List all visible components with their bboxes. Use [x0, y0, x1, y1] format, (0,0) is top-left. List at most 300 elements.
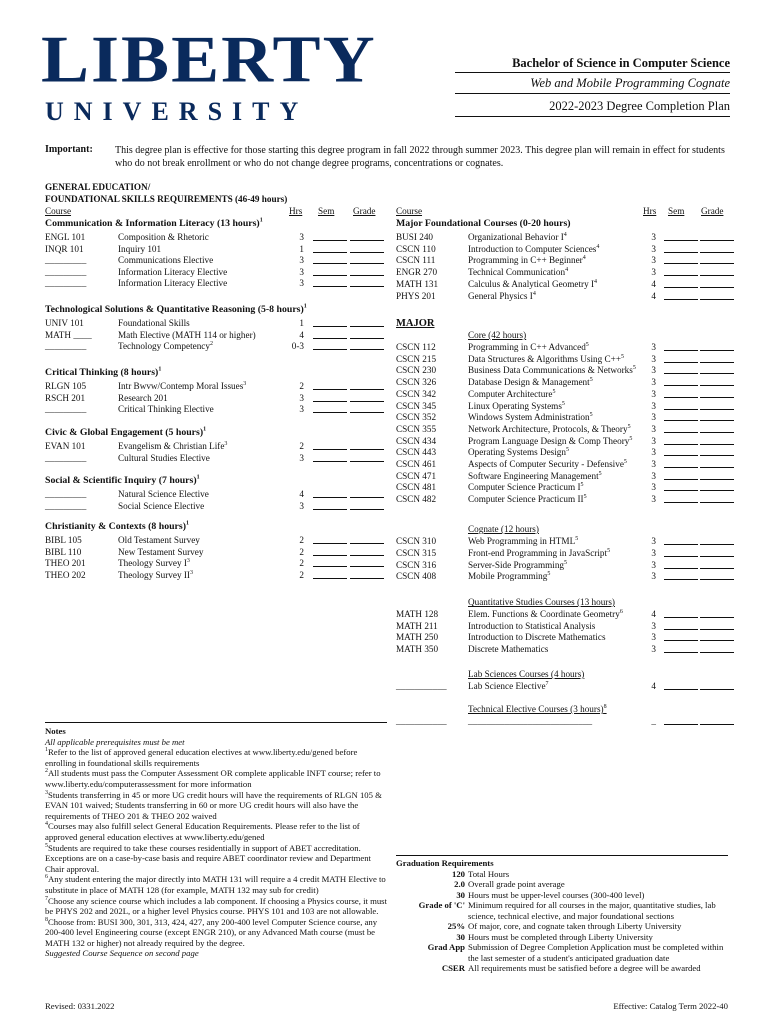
grad-label: 2.0: [454, 879, 465, 889]
grade-input[interactable]: [350, 244, 384, 253]
grade-input[interactable]: [700, 471, 734, 480]
course-hours: _: [651, 716, 656, 726]
sem-input[interactable]: [313, 244, 347, 253]
course-hours: 3: [651, 547, 656, 558]
grade-input[interactable]: [700, 389, 734, 398]
course-code: EVAN 101: [45, 441, 86, 451]
course-name: Discrete Mathematics: [468, 644, 549, 655]
sem-input[interactable]: [313, 278, 347, 287]
course-hours: 0-3: [291, 341, 304, 352]
sem-input[interactable]: [664, 632, 698, 641]
course-name: Front-end Programming in JavaScript$^5$: [468, 547, 611, 558]
course-name: Lab Science Elective$^7$: [468, 680, 549, 691]
sem-input[interactable]: [664, 482, 698, 491]
grade-input[interactable]: [350, 393, 384, 402]
footnote-marker: 8: [603, 703, 607, 710]
sem-input[interactable]: [664, 291, 698, 300]
course-code: CSCN 112: [396, 342, 436, 352]
course-hours: 2: [299, 546, 304, 557]
footnote-marker: 5: [585, 341, 589, 348]
notes: [45, 726, 387, 959]
sem-input[interactable]: [664, 681, 698, 690]
course-hours: 3: [651, 447, 656, 458]
course-hours: 4: [299, 489, 304, 499]
grad-row: [396, 869, 728, 880]
course-code: CSCN 481: [396, 482, 437, 493]
note-line: $^1$Refer to the list of approved general education electives at www.liberty.edu/gened before enrolling in foundational skills requirements: [45, 747, 358, 768]
course-name: Organizational Behavior $I^4$: [468, 231, 567, 242]
course-code: _________: [45, 452, 87, 463]
course-name: Old Testament Survey: [118, 535, 200, 545]
footnote-marker: 1: [45, 747, 48, 754]
grad-label: 30: [456, 931, 465, 942]
course-hours: 3: [651, 435, 656, 446]
course-name: Research 201: [118, 392, 168, 403]
grade-input[interactable]: [700, 571, 734, 580]
footnote-marker: 5: [607, 547, 611, 554]
course-hours: 3: [651, 412, 656, 423]
sem-input[interactable]: [313, 393, 347, 402]
grad-row: [396, 963, 728, 974]
course-hours: 3: [299, 392, 304, 403]
course-code: _________: [45, 266, 87, 277]
course-hours: 3: [651, 400, 656, 411]
course-name: Computer Science Practicum $II^5$: [468, 494, 587, 505]
sem-input[interactable]: [664, 536, 698, 545]
grade-input[interactable]: [350, 232, 384, 241]
course-code: ENGL 101: [45, 232, 86, 242]
grade-input[interactable]: [700, 291, 734, 300]
major-foundational-title: Major Foundational Courses (0-20 hours): [396, 218, 571, 229]
course-hours: 3: [651, 342, 656, 352]
sem-input[interactable]: [313, 547, 347, 556]
course-name: Database Design & Management$^5$: [468, 377, 593, 388]
section-title: Critical Thinking (8 hours)$^1$: [45, 366, 162, 378]
course-code: CSCN 482: [396, 494, 437, 505]
course-code: _________: [45, 278, 87, 289]
logo-liberty: LIBERTY: [41, 22, 377, 97]
grade-input[interactable]: [350, 318, 384, 327]
section-title: Communication & Information Literacy (13 hours)$^1$: [45, 217, 263, 229]
sem-input[interactable]: [313, 330, 347, 339]
section-title: Technological Solutions & Quantitative Reasoning (5-8 hours)$^1$: [45, 303, 307, 315]
course-name: Aspects of Computer Security - Defensive$^5$: [468, 458, 627, 469]
logo-university: UNIVERSITY: [45, 97, 309, 126]
footnote-marker: 4: [563, 231, 567, 238]
footnote-marker: 5: [589, 377, 593, 384]
footnote-marker: 4: [582, 255, 586, 262]
note-line: $^5$Students are required to take these courses residentially in support of ABET accreditation. Exceptions are on a case-by-case basis and require ABET coordinator review and Department Chair approval.: [45, 842, 371, 874]
sem-input[interactable]: [664, 424, 698, 433]
sem-input[interactable]: [664, 377, 698, 386]
course-hours: 3: [651, 243, 656, 254]
grade-input[interactable]: [350, 278, 384, 287]
grade-input[interactable]: [350, 558, 384, 567]
grade-input[interactable]: [700, 494, 734, 503]
footnote-marker: 3: [45, 789, 48, 796]
grad-text: Of major, core, and cognate taken through Liberty University: [468, 921, 682, 931]
course-hours: 2: [299, 441, 304, 451]
section-title: Christianity & Contexts (8 hours)$^1$: [45, 520, 189, 532]
notes-title: Notes: [45, 726, 66, 736]
footnote-marker: 5: [552, 388, 556, 395]
col-sem: Sem: [318, 206, 335, 216]
grade-input[interactable]: [700, 436, 734, 445]
course-name: Web Programming in HTML$^5$: [468, 535, 579, 546]
sem-input[interactable]: [664, 644, 698, 653]
course-code: CSCN 443: [396, 447, 437, 458]
course-code: CSCN 352: [396, 412, 437, 423]
note-line: $^3$Students transferring in 45 or more UG credit hours will have the requirements of RLGN 105 & EVAN 101 waived; Students transferring in 60 or more UG credit hours will also have the requirements of THEO 201 & THEO 202 waived: [45, 789, 382, 821]
course-name: Intr Bwvw/Contemp Moral Issues$^3$: [118, 380, 247, 391]
grade-input[interactable]: [700, 365, 734, 374]
sem-input[interactable]: [664, 365, 698, 374]
grad-row: [396, 932, 728, 943]
footnote-marker: 4: [45, 821, 48, 828]
core-title: Core (42 hours): [468, 330, 527, 340]
sem-input[interactable]: [313, 441, 347, 450]
course-hours: 3: [651, 632, 656, 643]
grade-input[interactable]: [700, 244, 734, 253]
footnote-marker: 1: [196, 474, 200, 481]
course-code: MATH 350: [396, 644, 439, 655]
grad-text: Submission of Degree Completion Application must be completed within the last semester of a student's anticipated graduation date: [468, 942, 724, 963]
footnote-marker: 2: [45, 768, 48, 775]
grade-input[interactable]: [350, 441, 384, 450]
col-grade: Grade: [701, 206, 724, 216]
col-hrs: Hrs: [643, 206, 657, 216]
sem-input[interactable]: [313, 558, 347, 567]
course-hours: 3: [651, 255, 656, 266]
course-hours: 3: [651, 470, 656, 481]
course-hours: 3: [651, 482, 656, 493]
col-hrs: Hrs: [289, 206, 303, 216]
footnote-marker: 1: [259, 217, 263, 224]
course-hours: 4: [299, 329, 304, 340]
footnote-marker: 1: [185, 520, 189, 527]
footnote-marker: 5: [566, 447, 569, 454]
course-code: CSCN 316: [396, 559, 437, 570]
course-name: Technology Competency$^2$: [118, 341, 213, 352]
footnote-marker: 3: [186, 558, 190, 565]
grade-input[interactable]: [700, 560, 734, 569]
course-name: Inquiry 101: [118, 243, 162, 254]
course-hours: 3: [651, 423, 656, 434]
grade-input[interactable]: [700, 716, 734, 725]
grade-input[interactable]: [350, 330, 384, 339]
footnote-marker: 4: [594, 278, 598, 285]
footnote-marker: 1: [203, 426, 207, 433]
course-name: Information Literacy Elective: [118, 266, 228, 277]
course-name: Introduction to Discrete Mathematics: [468, 632, 606, 643]
sem-input[interactable]: [664, 389, 698, 398]
course-hours: 3: [651, 494, 656, 505]
course-code: CSCN 110: [396, 243, 436, 254]
grade-input[interactable]: [350, 341, 384, 350]
sem-input[interactable]: [313, 381, 347, 390]
grade-input[interactable]: [700, 536, 734, 545]
course-name: Software Engineering Management$^5$: [468, 470, 602, 481]
footnote-marker: 5: [45, 842, 48, 849]
course-code: _________: [45, 500, 87, 511]
grad-label: Grad App: [427, 942, 465, 952]
grad-row: [396, 879, 728, 890]
footnote-marker: 3: [189, 569, 193, 576]
note-line: $^8$Choose from: BUSI 300, 301, 313, 424, 427, any 200-400 level Computer Science course, any 200-400 level Engineering course (except ENGR 210), or any Advanced Math course (must be MATH 132 or higher) not already required by the degree.: [45, 916, 378, 948]
course-code: UNIV 101: [45, 318, 84, 328]
sem-input[interactable]: [313, 489, 347, 498]
footnote-marker: 6: [619, 608, 623, 615]
section-title: Social & Scientific Inquiry (7 hours)$^1$: [45, 474, 200, 486]
course-code: CSCN 326: [396, 377, 437, 388]
grad-row: [396, 921, 728, 932]
sem-input[interactable]: [664, 267, 698, 276]
course-name: Theology Survey $II^3$: [118, 569, 193, 580]
grade-input[interactable]: [700, 401, 734, 410]
sem-input[interactable]: [313, 453, 347, 462]
course-code: MATH 131: [396, 278, 439, 289]
footnote-marker: 3: [243, 380, 247, 387]
grade-input[interactable]: [700, 424, 734, 433]
course-hours: 3: [651, 571, 656, 582]
course-name: Program Language Design & Comp Theory$^5$: [468, 435, 633, 446]
course-code: MATH 211: [396, 620, 438, 631]
course-hours: 2: [299, 569, 304, 580]
course-hours: 3: [299, 404, 304, 415]
sem-input[interactable]: [664, 354, 698, 363]
grade-input[interactable]: [700, 548, 734, 557]
major-title: MAJOR: [396, 318, 435, 329]
grad-label: Grade of 'C': [418, 900, 465, 910]
course-name: Calculus & Analytical Geometry $I^4$: [468, 278, 598, 289]
course-code: _________: [45, 404, 87, 415]
footnote-marker: 5: [629, 435, 633, 442]
course-hours: 3: [651, 388, 656, 399]
col-sem: Sem: [668, 206, 685, 216]
course-name: Introduction to Statistical Analysis: [468, 620, 596, 631]
grade-input[interactable]: [700, 447, 734, 456]
grad-label: 120: [451, 868, 465, 879]
grade-input[interactable]: [350, 570, 384, 579]
course-code: CSCN 215: [396, 353, 437, 364]
course-code: ___________: [396, 716, 447, 726]
grade-input[interactable]: [350, 381, 384, 390]
footnote-marker: 4: [532, 290, 536, 297]
grade-input[interactable]: [700, 354, 734, 363]
course-hours: 4: [651, 278, 656, 289]
footnote-marker: 1: [303, 303, 307, 310]
sem-input[interactable]: [313, 501, 347, 510]
cognate-title: Web and Mobile Programming Cognate: [530, 76, 730, 90]
grad-text: Hours must be upper-level courses (300-400 level): [468, 889, 645, 900]
course-name: General Physics $I^4$: [468, 290, 536, 301]
sem-input[interactable]: [664, 232, 698, 241]
course-name: Computer Architecture$^5$: [468, 388, 556, 399]
course-name: Technical Communication$^4$: [468, 267, 569, 278]
footnote-marker: 5: [547, 571, 551, 578]
course-code: ENGR 270: [396, 267, 438, 278]
course-name: Natural Science Elective: [118, 489, 209, 499]
course-code: RLGN 105: [45, 381, 87, 391]
sem-input[interactable]: [664, 279, 698, 288]
sem-input[interactable]: [664, 560, 698, 569]
grade-input[interactable]: [700, 377, 734, 386]
sem-input[interactable]: [313, 404, 347, 413]
course-code: CSCN 230: [396, 365, 437, 376]
sem-input[interactable]: [313, 255, 347, 264]
grade-input[interactable]: [350, 501, 384, 510]
footnote-marker: 6: [45, 874, 48, 881]
course-code: BIBL 110: [45, 546, 82, 557]
section-title: Civic & Global Engagement (5 hours)$^1$: [45, 426, 207, 438]
grade-input[interactable]: [700, 279, 734, 288]
course-name: Windows System Administration$^5$: [468, 412, 593, 423]
grade-input[interactable]: [350, 489, 384, 498]
course-name: ___________________________: [468, 716, 593, 726]
grade-input[interactable]: [700, 342, 734, 351]
course-hours: 2: [299, 535, 304, 545]
sem-input[interactable]: [664, 571, 698, 580]
grad-text: Minimum required for all courses in the major, quantitative studies, lab science, technical elective, and major foundational sections: [468, 900, 716, 921]
footnote-marker: 2: [209, 341, 213, 348]
footnote-marker: 5: [575, 535, 579, 542]
course-code: CSCN 471: [396, 470, 437, 481]
course-hours: 3: [651, 644, 656, 655]
sem-input[interactable]: [664, 471, 698, 480]
footnote-marker: 5: [580, 482, 584, 489]
sem-input[interactable]: [664, 621, 698, 630]
grade-input[interactable]: [700, 412, 734, 421]
course-hours: 2: [299, 381, 304, 391]
footnote-marker: 5: [598, 470, 602, 477]
note-line: $^6$Any student entering the major directly into MATH 131 will require a 4 credit MATH Elective to substitute in place of MATH 128 (for example, MATH 132 may sub for credit): [45, 874, 386, 895]
footnote-marker: 5: [564, 559, 568, 566]
course-name: Network Architecture, Protocols, & Theory$^5$: [468, 423, 631, 434]
grade-input[interactable]: [700, 681, 734, 690]
grade-input[interactable]: [700, 621, 734, 630]
course-name: Cultural Studies Elective: [118, 452, 210, 463]
grade-input[interactable]: [350, 453, 384, 462]
course-code: _________: [45, 341, 87, 352]
grade-input[interactable]: [350, 267, 384, 276]
col-grade: Grade: [353, 206, 376, 216]
grade-input[interactable]: [700, 644, 734, 653]
course-name: Information Literacy Elective: [118, 278, 228, 289]
grad-title: Graduation Requirements: [396, 858, 494, 868]
course-name: Data Structures & Algorithms Using C++$^5$: [468, 353, 625, 364]
grade-input[interactable]: [350, 404, 384, 413]
course-hours: 3: [299, 266, 304, 277]
grade-input[interactable]: [350, 535, 384, 544]
course-code: THEO 202: [45, 569, 86, 580]
grad-label: CSER: [441, 963, 465, 973]
grade-input[interactable]: [350, 547, 384, 556]
course-code: CSCN 355: [396, 423, 437, 434]
sem-input[interactable]: [664, 412, 698, 421]
lab-title: Lab Sciences Courses (4 hours): [468, 669, 585, 679]
footnote-marker: 1: [158, 366, 162, 373]
course-code: BUSI 240: [396, 232, 434, 242]
course-name: Mobile Programming$^5$: [468, 571, 551, 582]
course-code: BIBL 105: [45, 535, 82, 545]
course-name: Evangelism & Christian Life$^3$: [118, 440, 228, 451]
course-code: PHYS 201: [396, 290, 436, 301]
graduation-requirements: [396, 858, 728, 974]
grade-input[interactable]: [700, 255, 734, 264]
footnote-marker: 5: [623, 458, 627, 465]
course-name: Server-Side Programming$^5$: [468, 559, 568, 570]
course-hours: 3: [651, 353, 656, 364]
course-code: CSCN 408: [396, 571, 437, 582]
course-hours: 4: [651, 290, 656, 301]
sem-input[interactable]: [664, 447, 698, 456]
note-line: Suggested Course Sequence on second page: [45, 948, 199, 959]
course-code: CSCN 342: [396, 388, 437, 399]
course-hours: 3: [651, 377, 656, 388]
course-name: Operating Systems Design$^5$: [468, 447, 569, 458]
course-hours: 3: [299, 500, 304, 511]
revised-date: Revised: 0331.2022: [45, 1001, 115, 1011]
sem-input[interactable]: [664, 716, 698, 725]
grade-input[interactable]: [350, 255, 384, 264]
sem-input[interactable]: [313, 318, 347, 327]
course-code: CSCN 315: [396, 547, 437, 558]
grade-input[interactable]: [700, 232, 734, 241]
grade-input[interactable]: [700, 609, 734, 618]
course-name: Composition & Rhetoric: [118, 232, 209, 242]
note-line: $^7$Choose any science course which includes a lab component. If choosing a Physics course, it must be PHYS 202 and 202L, or a higher level Physics course. PHYS 101 and 103 are not allowable.: [45, 895, 387, 917]
sem-input[interactable]: [313, 570, 347, 579]
grade-input[interactable]: [700, 632, 734, 641]
sem-input[interactable]: [664, 548, 698, 557]
course-code: CSCN 461: [396, 459, 437, 469]
course-code: CSCN 345: [396, 400, 437, 411]
course-code: MATH ____: [45, 329, 92, 340]
course-code: CSCN 434: [396, 435, 437, 446]
sem-input[interactable]: [664, 401, 698, 410]
course-name: Communications Elective: [118, 255, 214, 266]
footnote-marker: 4: [565, 267, 569, 274]
course-name: Computer Science Practicum $I^5$: [468, 482, 584, 493]
course-name: New Testament Survey: [118, 546, 204, 557]
course-hours: 3: [651, 559, 656, 570]
course-code: ___________: [396, 681, 447, 691]
sem-input[interactable]: [664, 609, 698, 618]
sem-input[interactable]: [664, 342, 698, 351]
course-hours: 3: [651, 459, 656, 469]
sem-input[interactable]: [313, 232, 347, 241]
sem-input[interactable]: [664, 255, 698, 264]
grade-input[interactable]: [700, 459, 734, 468]
grade-input[interactable]: [700, 482, 734, 491]
sem-input[interactable]: [313, 341, 347, 350]
sem-input[interactable]: [313, 535, 347, 544]
course-name: Linux Operating Systems$^5$: [468, 400, 565, 411]
sem-input[interactable]: [664, 436, 698, 445]
footnote-marker: 7: [545, 680, 549, 687]
foundational-title: FOUNDATIONAL SKILLS REQUIREMENTS (46-49 hours): [45, 194, 288, 204]
sem-input[interactable]: [313, 267, 347, 276]
grad-label: 25%: [447, 921, 465, 931]
col-course: Course: [396, 206, 423, 216]
degree-title: Bachelor of Science in Computer Science: [512, 56, 730, 70]
note-line: $^4$Courses may also fulfill select General Education Requirements. Please refer to the list of approved general education electives at www.liberty.edu/gened: [45, 821, 360, 842]
grade-input[interactable]: [700, 267, 734, 276]
sem-input[interactable]: [664, 244, 698, 253]
sem-input[interactable]: [664, 459, 698, 468]
course-code: RSCH 201: [45, 392, 86, 403]
sem-input[interactable]: [664, 494, 698, 503]
